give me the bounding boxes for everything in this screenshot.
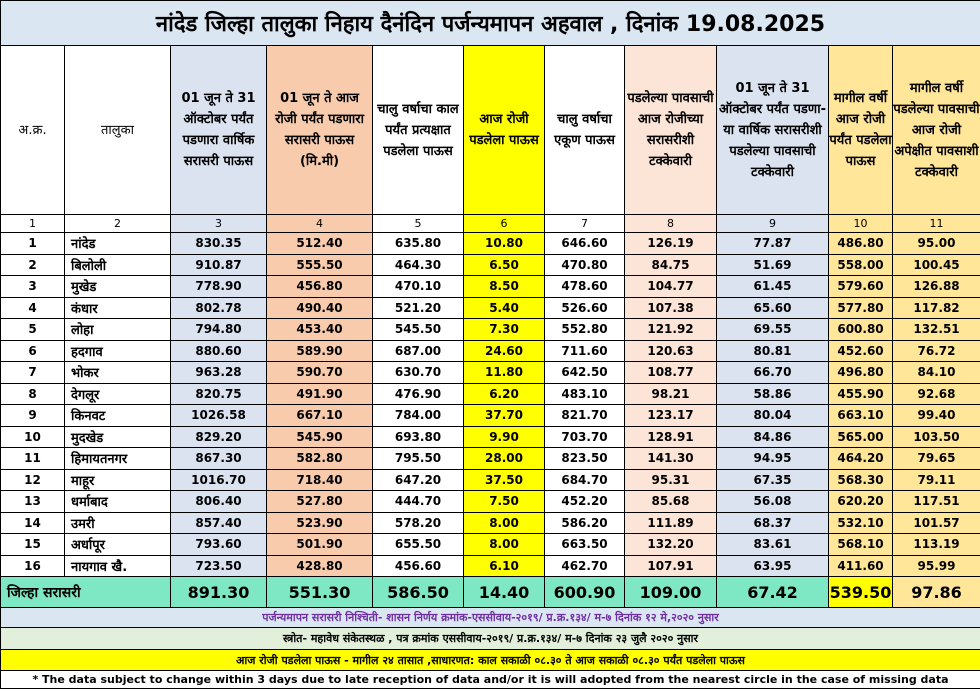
column-header: 01 जून ते 31 ऑक्टोबर पर्यंत पडणारा वार्षिक सरासरी पाऊस	[171, 46, 267, 215]
serial-number: 2	[1, 254, 65, 276]
table-row	[1, 512, 980, 534]
table-row	[1, 534, 980, 556]
table-cell: 452.60	[829, 340, 893, 362]
taluka-name: मुदखेड	[65, 426, 171, 448]
column-header: 01 जून ते 31 ऑक्टोबर पर्यंत पडणा-या वार्षिक सरासरीशी पडलेल्या पावसाची टक्केवारी	[717, 46, 829, 215]
table-cell: 526.60	[545, 297, 625, 319]
serial-number: 16	[1, 555, 65, 577]
table-cell: 521.20	[373, 297, 464, 319]
table-cell: 600.80	[829, 319, 893, 341]
table-row	[1, 555, 980, 577]
table-row	[1, 254, 980, 276]
table-cell: 470.80	[545, 254, 625, 276]
footnote-average: पर्जन्यमापन सरासरी निश्चिती- शासन निर्णय क्रमांक-एससीवाय-२०१९/ प्र.क्र.१३४/ म-७ दिनांक १२ मे,२०२० नुसार	[1, 608, 980, 628]
serial-number: 10	[1, 426, 65, 448]
column-header: चालु वर्षाचा एकूण पाऊस	[545, 46, 625, 215]
column-header: चालु वर्षाचा काल पर्यंत प्रत्यक्षात पडलेला पाऊस	[373, 46, 464, 215]
table-cell: 630.70	[373, 362, 464, 384]
table-cell: 568.10	[829, 534, 893, 556]
table-cell: 589.90	[267, 340, 373, 362]
table-cell: 880.60	[171, 340, 267, 362]
table-row	[1, 383, 980, 405]
taluka-name: उमरी	[65, 512, 171, 534]
table-body	[1, 233, 980, 577]
serial-number: 11	[1, 448, 65, 470]
table-cell: 821.70	[545, 405, 625, 427]
taluka-name: नायगाव खै.	[65, 555, 171, 577]
table-cell: 67.35	[717, 469, 829, 491]
table-cell: 68.37	[717, 512, 829, 534]
table-cell: 98.21	[625, 383, 717, 405]
table-cell: 829.20	[171, 426, 267, 448]
table-cell: 37.50	[464, 469, 545, 491]
column-header: मागील वर्षी पडलेल्या पावसाची आज रोजी अपेक्षीत पावसाशी टक्केवारी	[893, 46, 980, 215]
table-cell: 65.60	[717, 297, 829, 319]
serial-number: 12	[1, 469, 65, 491]
table-cell: 104.77	[625, 276, 717, 298]
table-cell: 830.35	[171, 233, 267, 255]
table-cell: 79.65	[893, 448, 980, 470]
total-row	[1, 577, 980, 608]
table-row	[1, 426, 980, 448]
table-cell: 444.70	[373, 491, 464, 513]
table-cell: 58.86	[717, 383, 829, 405]
table-cell: 806.40	[171, 491, 267, 513]
table-cell: 512.40	[267, 233, 373, 255]
serial-number: 1	[1, 233, 65, 255]
table-cell: 61.45	[717, 276, 829, 298]
table-cell: 117.82	[893, 297, 980, 319]
column-number: 7	[545, 215, 625, 233]
table-cell: 108.77	[625, 362, 717, 384]
table-cell: 778.90	[171, 276, 267, 298]
table-row	[1, 491, 980, 513]
table-cell: 411.60	[829, 555, 893, 577]
table-cell: 121.92	[625, 319, 717, 341]
table-cell: 478.60	[545, 276, 625, 298]
taluka-name: कंधार	[65, 297, 171, 319]
column-number-row	[1, 215, 980, 233]
table-cell: 718.40	[267, 469, 373, 491]
table-cell: 123.17	[625, 405, 717, 427]
table-cell: 470.10	[373, 276, 464, 298]
table-cell: 7.30	[464, 319, 545, 341]
table-cell: 107.91	[625, 555, 717, 577]
table-cell: 693.80	[373, 426, 464, 448]
table-cell: 80.04	[717, 405, 829, 427]
table-cell: 99.40	[893, 405, 980, 427]
serial-number: 15	[1, 534, 65, 556]
table-row	[1, 469, 980, 491]
table-cell: 6.20	[464, 383, 545, 405]
column-header: आज रोजी पडलेला पाऊस	[464, 46, 545, 215]
total-cell: 586.50	[373, 577, 464, 608]
table-cell: 453.40	[267, 319, 373, 341]
table-row	[1, 233, 980, 255]
table-cell: 711.60	[545, 340, 625, 362]
table-cell: 476.90	[373, 383, 464, 405]
table-cell: 663.50	[545, 534, 625, 556]
table-cell: 491.90	[267, 383, 373, 405]
table-cell: 120.63	[625, 340, 717, 362]
serial-number: 9	[1, 405, 65, 427]
table-cell: 10.80	[464, 233, 545, 255]
table-cell: 523.90	[267, 512, 373, 534]
table-cell: 77.87	[717, 233, 829, 255]
table-cell: 795.50	[373, 448, 464, 470]
table-cell: 565.00	[829, 426, 893, 448]
table-cell: 464.20	[829, 448, 893, 470]
column-number: 2	[65, 215, 171, 233]
serial-number: 5	[1, 319, 65, 341]
column-header: पडलेल्या पावसाची आज रोजीच्या सरासरीशी टक्केवारी	[625, 46, 717, 215]
table-cell: 107.38	[625, 297, 717, 319]
table-cell: 857.40	[171, 512, 267, 534]
table-cell: 455.90	[829, 383, 893, 405]
table-cell: 867.30	[171, 448, 267, 470]
table-cell: 126.19	[625, 233, 717, 255]
table-row	[1, 319, 980, 341]
table-cell: 76.72	[893, 340, 980, 362]
table-cell: 8.00	[464, 512, 545, 534]
table-cell: 80.81	[717, 340, 829, 362]
table-cell: 642.50	[545, 362, 625, 384]
table-cell: 456.80	[267, 276, 373, 298]
table-cell: 56.08	[717, 491, 829, 513]
table-cell: 462.70	[545, 555, 625, 577]
table-row	[1, 448, 980, 470]
table-cell: 655.50	[373, 534, 464, 556]
report-title: नांदेड जिल्हा तालुका निहाय दैनंदिन पर्जन्यमापन अहवाल , दिनांक 19.08.2025	[1, 1, 980, 46]
table-cell: 66.70	[717, 362, 829, 384]
table-cell: 723.50	[171, 555, 267, 577]
table-cell: 63.95	[717, 555, 829, 577]
table-cell: 1016.70	[171, 469, 267, 491]
table-cell: 501.90	[267, 534, 373, 556]
column-number: 6	[464, 215, 545, 233]
table-cell: 79.11	[893, 469, 980, 491]
table-cell: 85.68	[625, 491, 717, 513]
table-cell: 92.68	[893, 383, 980, 405]
taluka-name: अर्धापूर	[65, 534, 171, 556]
table-cell: 95.00	[893, 233, 980, 255]
table-cell: 663.10	[829, 405, 893, 427]
table-cell: 452.20	[545, 491, 625, 513]
table-cell: 910.87	[171, 254, 267, 276]
table-cell: 428.80	[267, 555, 373, 577]
taluka-name: लोहा	[65, 319, 171, 341]
column-number: 5	[373, 215, 464, 233]
footnote-disclaimer: * The data subject to change within 3 days due to late reception of data and/or it is will adopted from the nearest circle in the case of missing data	[1, 671, 980, 689]
table-cell: 552.80	[545, 319, 625, 341]
table-cell: 532.10	[829, 512, 893, 534]
table-cell: 793.60	[171, 534, 267, 556]
table-cell: 6.10	[464, 555, 545, 577]
column-number: 11	[893, 215, 980, 233]
taluka-name: भोकर	[65, 362, 171, 384]
table-cell: 126.88	[893, 276, 980, 298]
header-row	[1, 46, 980, 215]
column-number: 10	[829, 215, 893, 233]
table-cell: 8.00	[464, 534, 545, 556]
serial-number: 3	[1, 276, 65, 298]
table-cell: 456.60	[373, 555, 464, 577]
table-cell: 100.45	[893, 254, 980, 276]
serial-number: 7	[1, 362, 65, 384]
table-cell: 95.31	[625, 469, 717, 491]
table-cell: 684.70	[545, 469, 625, 491]
table-row	[1, 405, 980, 427]
table-cell: 703.70	[545, 426, 625, 448]
table-cell: 545.50	[373, 319, 464, 341]
table-cell: 51.69	[717, 254, 829, 276]
column-number: 1	[1, 215, 65, 233]
table-cell: 802.78	[171, 297, 267, 319]
table-cell: 784.00	[373, 405, 464, 427]
table-cell: 486.80	[829, 233, 893, 255]
table-cell: 84.75	[625, 254, 717, 276]
total-cell: 891.30	[171, 577, 267, 608]
serial-number: 8	[1, 383, 65, 405]
table-cell: 820.75	[171, 383, 267, 405]
table-cell: 11.80	[464, 362, 545, 384]
column-number: 9	[717, 215, 829, 233]
taluka-name: किनवट	[65, 405, 171, 427]
table-cell: 84.10	[893, 362, 980, 384]
taluka-name: हदगाव	[65, 340, 171, 362]
taluka-name: माहूर	[65, 469, 171, 491]
taluka-name: बिलोली	[65, 254, 171, 276]
table-row	[1, 362, 980, 384]
serial-number: 6	[1, 340, 65, 362]
table-cell: 95.99	[893, 555, 980, 577]
total-cell: 109.00	[625, 577, 717, 608]
taluka-name: धर्माबाद	[65, 491, 171, 513]
table-cell: 7.50	[464, 491, 545, 513]
table-cell: 823.50	[545, 448, 625, 470]
table-row	[1, 276, 980, 298]
table-cell: 94.95	[717, 448, 829, 470]
table-cell: 590.70	[267, 362, 373, 384]
table-cell: 69.55	[717, 319, 829, 341]
table-cell: 83.61	[717, 534, 829, 556]
table-cell: 5.40	[464, 297, 545, 319]
table-cell: 1026.58	[171, 405, 267, 427]
table-row	[1, 340, 980, 362]
table-cell: 555.50	[267, 254, 373, 276]
table-cell: 103.50	[893, 426, 980, 448]
column-number: 4	[267, 215, 373, 233]
table-cell: 568.30	[829, 469, 893, 491]
table-cell: 963.28	[171, 362, 267, 384]
total-cell: 67.42	[717, 577, 829, 608]
serial-number: 4	[1, 297, 65, 319]
table-cell: 28.00	[464, 448, 545, 470]
table-cell: 579.60	[829, 276, 893, 298]
serial-number: 13	[1, 491, 65, 513]
column-number: 8	[625, 215, 717, 233]
table-cell: 635.80	[373, 233, 464, 255]
table-cell: 101.57	[893, 512, 980, 534]
table-cell: 132.51	[893, 319, 980, 341]
column-number: 3	[171, 215, 267, 233]
table-cell: 141.30	[625, 448, 717, 470]
table-cell: 117.51	[893, 491, 980, 513]
table-cell: 37.70	[464, 405, 545, 427]
taluka-name: मुखेड	[65, 276, 171, 298]
table-cell: 483.10	[545, 383, 625, 405]
table-cell: 9.90	[464, 426, 545, 448]
table-row	[1, 297, 980, 319]
table-cell: 113.19	[893, 534, 980, 556]
table-cell: 794.80	[171, 319, 267, 341]
table-cell: 496.80	[829, 362, 893, 384]
total-cell: 97.86	[893, 577, 980, 608]
table-cell: 128.91	[625, 426, 717, 448]
table-cell: 558.00	[829, 254, 893, 276]
taluka-name: हिमायतनगर	[65, 448, 171, 470]
serial-number: 14	[1, 512, 65, 534]
table-cell: 490.40	[267, 297, 373, 319]
column-header: तालुका	[65, 46, 171, 215]
table-cell: 646.60	[545, 233, 625, 255]
table-cell: 577.80	[829, 297, 893, 319]
table-cell: 687.00	[373, 340, 464, 362]
table-cell: 8.50	[464, 276, 545, 298]
table-cell: 464.30	[373, 254, 464, 276]
table-cell: 647.20	[373, 469, 464, 491]
total-cell: 600.90	[545, 577, 625, 608]
column-header: मागील वर्षी आज रोजी पर्यंत पडलेला पाऊस	[829, 46, 893, 215]
table-cell: 132.20	[625, 534, 717, 556]
total-cell: 14.40	[464, 577, 545, 608]
total-cell: 539.50	[829, 577, 893, 608]
taluka-name: देगलूर	[65, 383, 171, 405]
column-header: अ.क्र.	[1, 46, 65, 215]
table-cell: 545.90	[267, 426, 373, 448]
table-cell: 24.60	[464, 340, 545, 362]
table-cell: 578.20	[373, 512, 464, 534]
table-cell: 527.80	[267, 491, 373, 513]
taluka-name: नांदेड	[65, 233, 171, 255]
total-cell: 551.30	[267, 577, 373, 608]
table-cell: 84.86	[717, 426, 829, 448]
table-cell: 6.50	[464, 254, 545, 276]
table-cell: 586.20	[545, 512, 625, 534]
total-label: जिल्हा सरासरी	[1, 577, 171, 608]
footnote-today-rain: आज रोजी पडलेला पाऊस - मागील २४ तासात ,साधारणत: काल सकाळी ०८.३० ते आज सकाळी ०८.३० पर्यंत पडलेला पाऊस	[1, 650, 980, 671]
table-cell: 111.89	[625, 512, 717, 534]
table-cell: 582.80	[267, 448, 373, 470]
table-cell: 620.20	[829, 491, 893, 513]
footnote-source: स्त्रोत- महावेध संकेतस्थळ , पत्र क्रमांक एससीवाय-२०१९/ प्र.क्र.१३४/ म-७ दिनांक २३ जुलै २०२० नुसार	[1, 628, 980, 650]
column-header: 01 जून ते आज रोजी पर्यंत पडणारा सरासरी पाऊस (मि.मी)	[267, 46, 373, 215]
table-cell: 667.10	[267, 405, 373, 427]
